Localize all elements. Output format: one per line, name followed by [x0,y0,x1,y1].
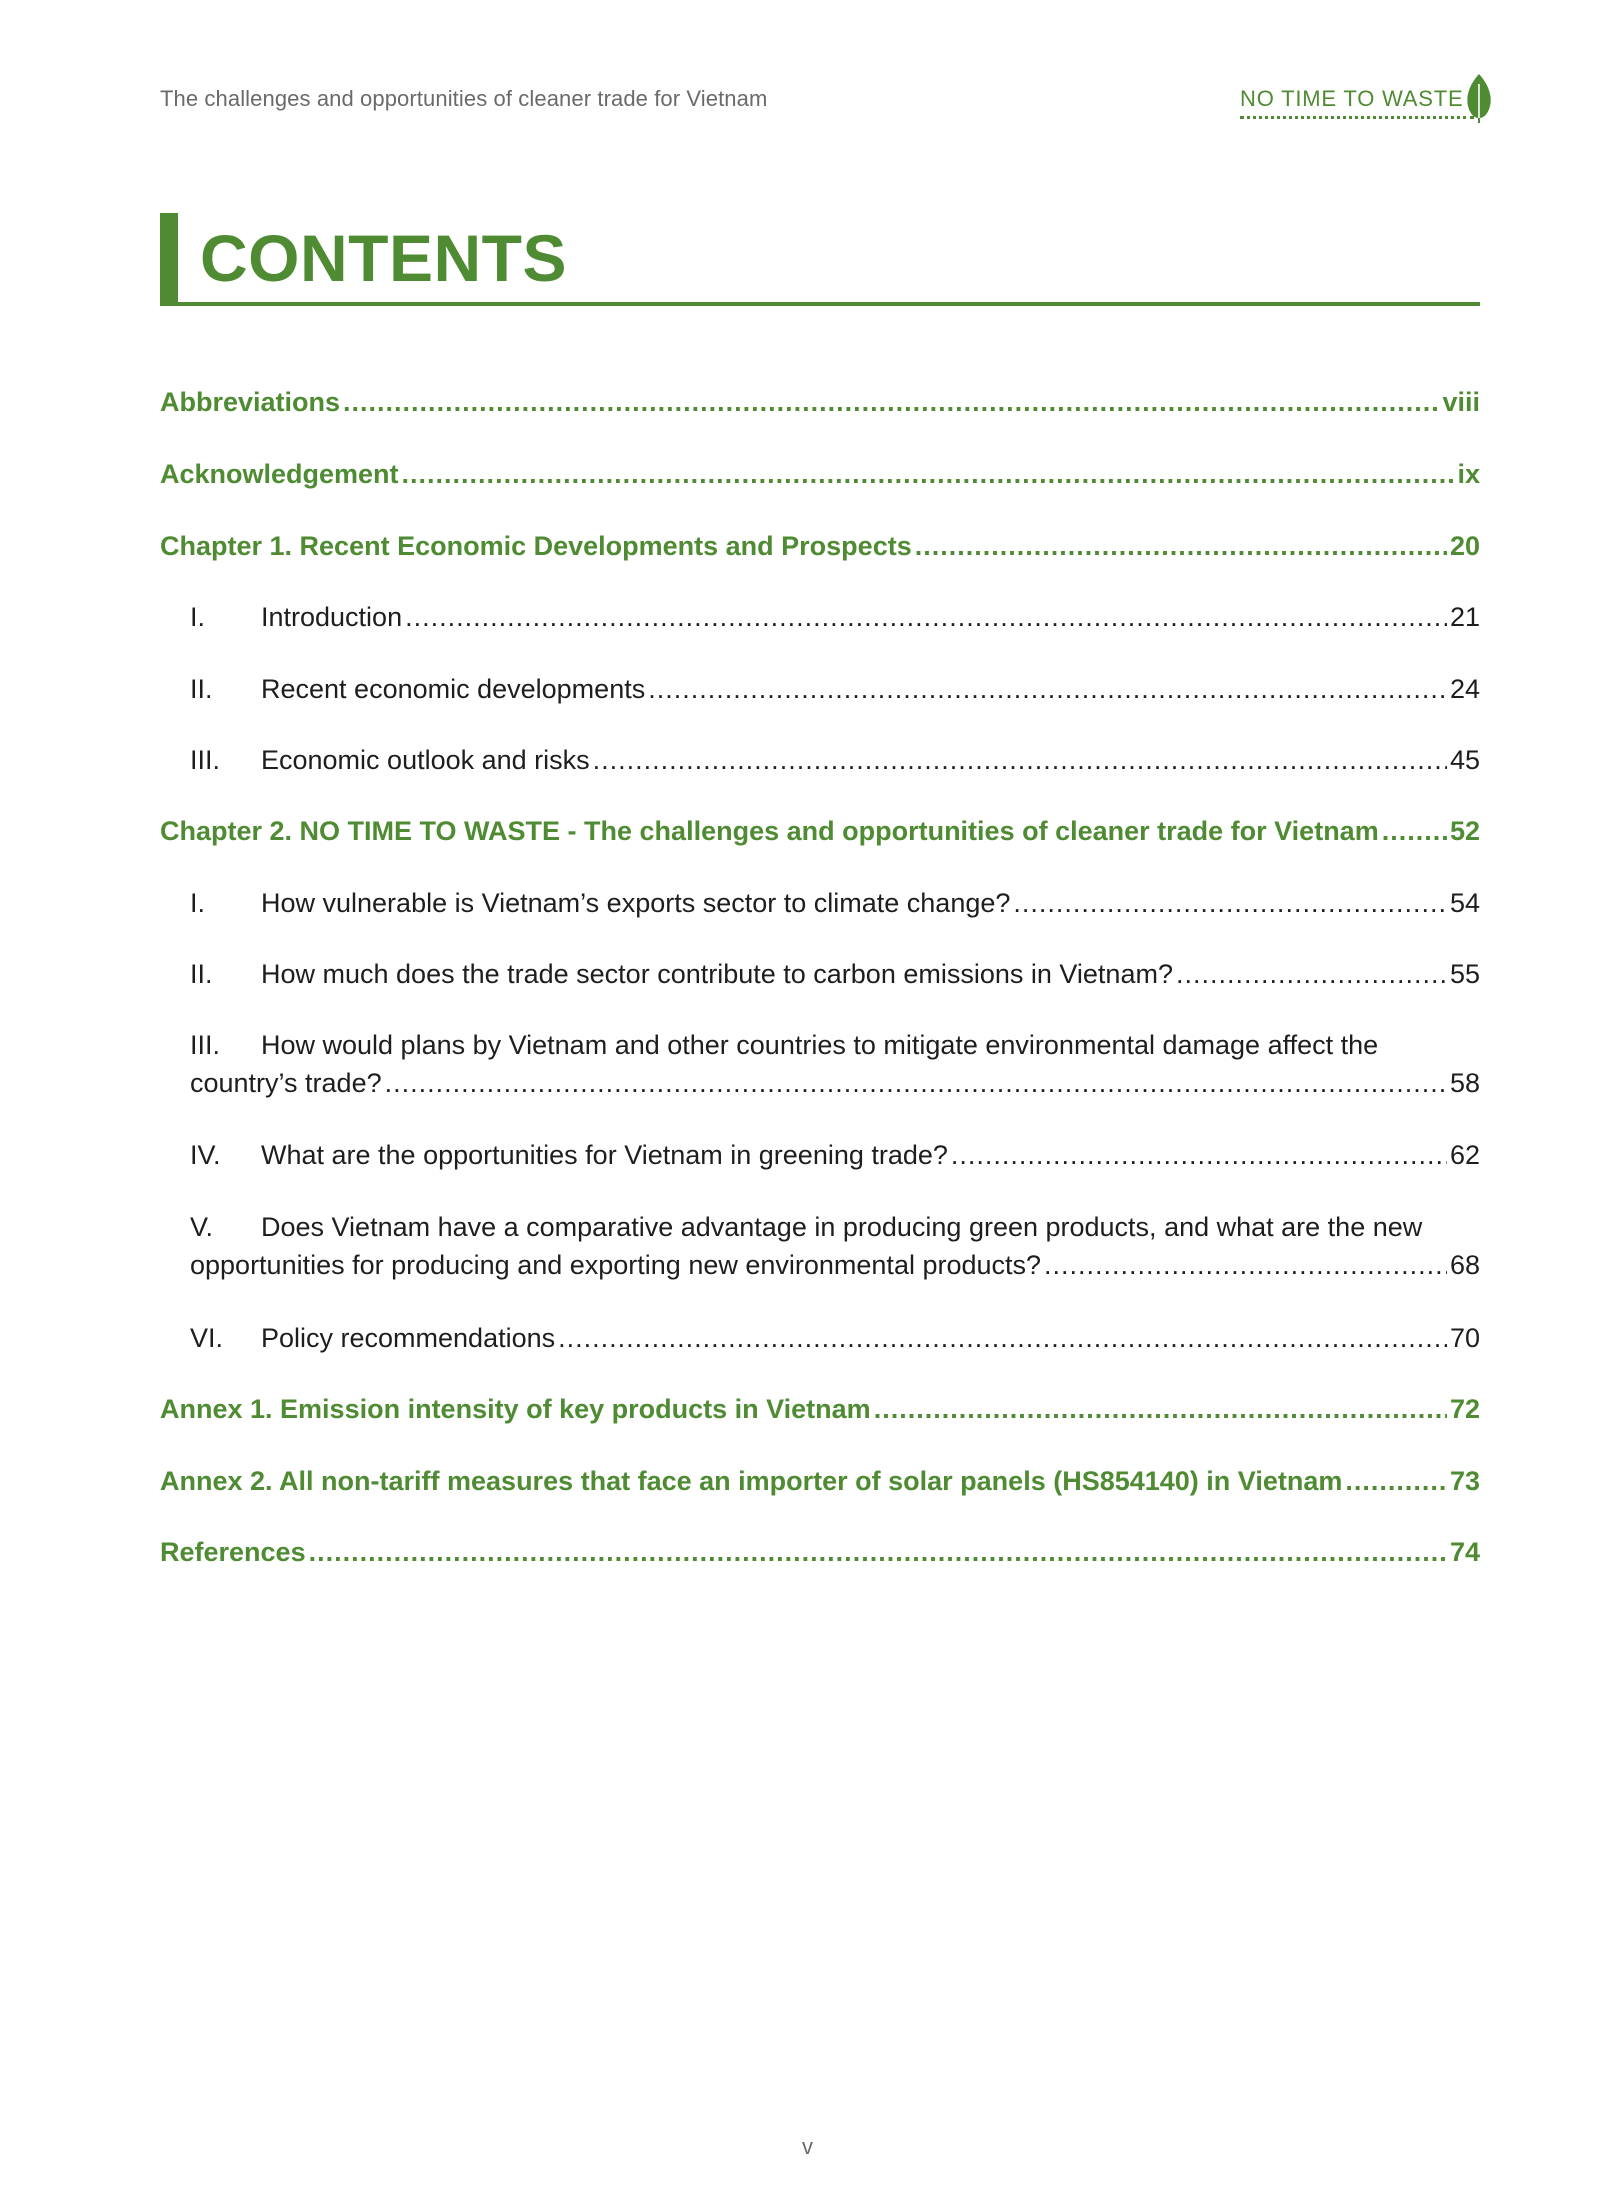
toc-dot-leader [1382,812,1447,850]
toc-entry-label-continued: opportunities for producing and exporting new environmental products? [190,1250,1042,1280]
toc-entry-label: How much does the trade sector contribute to carbon emissions in Vietnam? [261,959,1173,989]
toc-entry-ch2-opportunities[interactable] [190,1136,1480,1174]
toc-page-number: 72 [1449,1394,1480,1424]
toc-entry-ch1-recent-developments[interactable] [190,670,1480,708]
toc-entry-label: Annex 1. Emission intensity of key products in Vietnam [160,1394,871,1424]
toc-entry-acknowledgement[interactable] [160,455,1480,493]
toc-entry-label: Recent economic developments [261,674,646,704]
toc-dot-leader [1013,884,1447,922]
toc-section-number: V. [190,1212,214,1242]
toc-entry-ch1-outlook[interactable] [190,741,1480,779]
toc-section-number: I. [190,602,206,632]
brand-label [1240,84,1474,124]
toc-page-number: 45 [1449,745,1480,775]
toc-page-number: viii [1442,387,1480,417]
toc-entry-label-continued: country’s trade? [190,1068,382,1098]
toc-page-number: 70 [1449,1323,1480,1353]
toc-dot-leader [951,1136,1447,1174]
toc-dot-leader [309,1533,1447,1571]
toc-page-number: 24 [1449,674,1480,704]
toc-dot-leader [402,455,1455,493]
toc-section-number: VI. [190,1323,224,1353]
toc-section-number: I. [190,888,206,918]
toc-entry-ch2-emissions[interactable] [190,955,1480,993]
toc-dot-leader [343,383,1439,421]
toc-entry-label: Does Vietnam have a comparative advantage in producing green products, and what are the new [261,1212,1423,1242]
toc-dot-leader [1345,1462,1447,1500]
toc-dot-leader [1044,1246,1447,1284]
toc-page-number: 54 [1449,888,1480,918]
toc-section-number: III. [190,745,221,775]
toc-section-number: II. [190,674,213,704]
toc-entry-label: Policy recommendations [261,1323,556,1353]
brand-text: NO TIME TO WASTE [1240,86,1464,111]
toc-page-number: 73 [1449,1466,1480,1496]
toc-entry-label: Acknowledgement [160,459,399,489]
toc-page-number: ix [1457,459,1480,489]
heading-accent-bar [160,213,178,305]
toc-entry-chapter-1[interactable] [160,527,1480,565]
brand-dotted-underline [1240,116,1474,119]
toc-entry-label: Chapter 2. NO TIME TO WASTE - The challenges and opportunities of cleaner trade for Vietnam [160,816,1379,846]
toc-dot-leader [405,598,1447,636]
toc-entry-last-line [190,1246,1480,1284]
toc-entry-label: References [160,1537,306,1567]
toc-entry-label: How vulnerable is Vietnam’s exports sector to climate change? [261,888,1011,918]
toc-page-number: 68 [1449,1250,1480,1280]
toc-entry-label: Economic outlook and risks [261,745,590,775]
toc-section-number: III. [190,1030,221,1060]
toc-section-number: II. [190,959,213,989]
toc-dot-leader [915,527,1447,565]
toc-entry-ch2-mitigation-plans[interactable] [190,1026,1480,1102]
toc-entry-label: What are the opportunities for Vietnam in greening trade? [261,1140,948,1170]
toc-page-number: 21 [1449,602,1480,632]
toc-entry-ch1-introduction[interactable] [190,598,1480,636]
toc-entry-abbreviations[interactable] [160,383,1480,421]
page-number: v [802,2134,813,2159]
toc-dot-leader [1176,955,1447,993]
toc-entry-references[interactable] [160,1533,1480,1571]
toc-entry-ch2-comparative-advantage[interactable] [190,1208,1480,1284]
page-title: CONTENTS [200,221,567,295]
toc-dot-leader [558,1319,1447,1357]
toc-page-number: 20 [1449,531,1480,561]
toc-entry-first-line [190,1026,1480,1064]
running-header-title: The challenges and opportunities of cleaner trade for Vietnam [160,86,768,111]
heading-underline [160,302,1480,306]
toc-entry-last-line [190,1064,1480,1102]
toc-entry-label: Chapter 1. Recent Economic Developments and Prospects [160,531,912,561]
toc-entry-ch2-vulnerability[interactable] [190,884,1480,922]
leaf-icon [1464,72,1494,124]
toc-dot-leader [593,741,1447,779]
toc-page-number: 74 [1449,1537,1480,1567]
toc-entry-annex-1[interactable] [160,1390,1480,1428]
toc-entry-chapter-2[interactable] [160,812,1480,850]
toc-entry-label: Abbreviations [160,387,341,417]
toc-page-number: 52 [1449,816,1480,846]
toc-entry-label: Annex 2. All non-tariff measures that face an importer of solar panels (HS854140) in Vietnam [160,1466,1343,1496]
toc-page-number: 55 [1449,959,1480,989]
toc-entry-label: Introduction [261,602,403,632]
toc-section-number: IV. [190,1140,221,1170]
toc-page-number: 62 [1449,1140,1480,1170]
toc-entry-label: How would plans by Vietnam and other countries to mitigate environmental damage affect the [261,1030,1379,1060]
toc-dot-leader [385,1064,1447,1102]
toc-entry-ch2-policy[interactable] [190,1319,1480,1357]
toc-dot-leader [648,670,1447,708]
toc-dot-leader [874,1390,1447,1428]
toc-entry-first-line [190,1208,1480,1246]
toc-page-number: 58 [1449,1068,1480,1098]
toc-entry-annex-2[interactable] [160,1462,1480,1500]
